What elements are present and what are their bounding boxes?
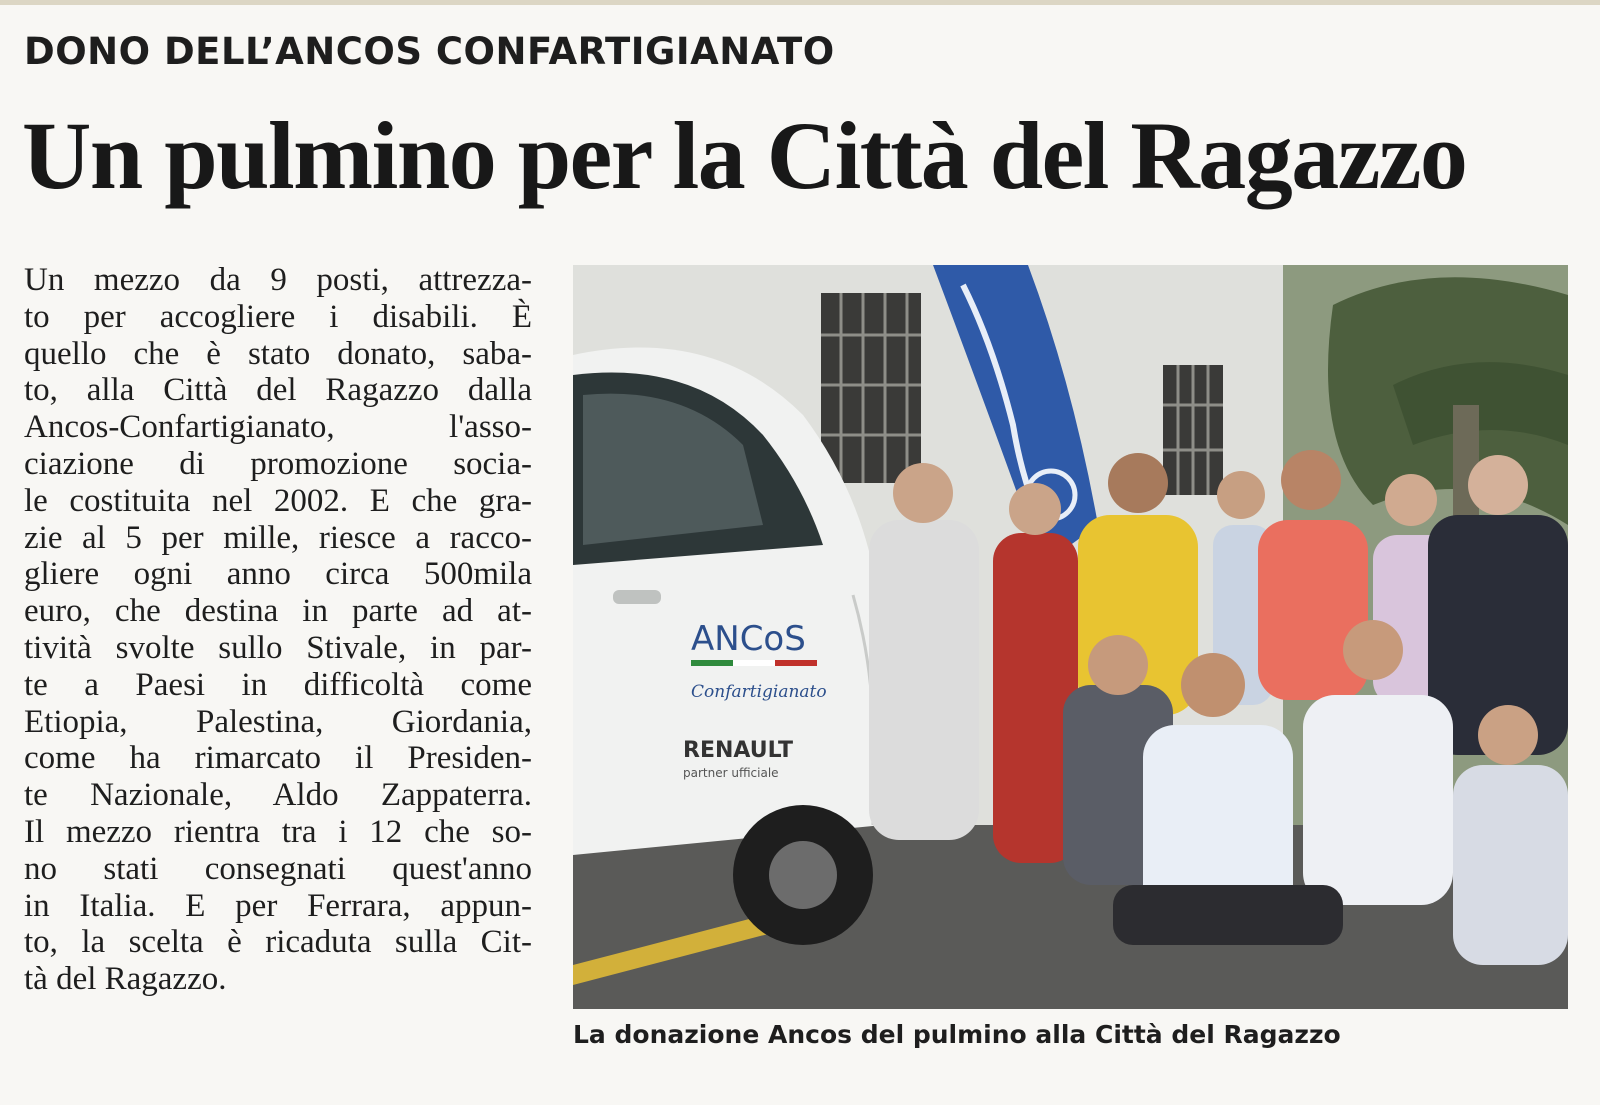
article-body	[24, 262, 532, 998]
body-line: in Italia. E per Ferrara, appun-	[24, 887, 532, 924]
body-line: Il mezzo rientra tra i 12 che so-	[24, 813, 532, 850]
body-line: euro, che destina in parte ad at-	[24, 593, 532, 630]
van-logo-script: Confartigianato	[691, 682, 827, 702]
body-line: no stati consegnati quest'anno	[24, 850, 532, 887]
body-line: le costituita nel 2002. E che gra-	[24, 482, 532, 519]
body-line: tività svolte sullo Stivale, in par-	[24, 629, 532, 666]
window-left	[821, 293, 921, 483]
top-rule	[0, 0, 1600, 5]
window-right	[1163, 365, 1223, 495]
body-line: to per accogliere i disabili. È	[24, 298, 532, 335]
van-logo-text: ANCoS	[691, 619, 806, 659]
body-line: to, alla Città del Ragazzo dalla	[24, 372, 532, 409]
body-line: ciazione di promozione socia-	[24, 445, 532, 482]
body-line: Etiopia, Palestina, Giordania,	[24, 703, 532, 740]
article-headline: Un pulmino per la Città del Ragazzo	[22, 102, 1467, 209]
body-line: to, la scelta è ricaduta sulla Cit-	[24, 924, 532, 961]
van-brand-sub: partner ufficiale	[683, 766, 779, 780]
body-line: come ha rimarcato il Presiden-	[24, 740, 532, 777]
article-photo	[573, 265, 1568, 1009]
body-line: gliere ogni anno circa 500mila	[24, 556, 532, 593]
photo-illustration	[573, 265, 1568, 1009]
body-line: te a Paesi in difficoltà come	[24, 666, 532, 703]
body-line: Ancos-Confartigianato, l'asso-	[24, 409, 532, 446]
body-line: tà del Ragazzo.	[24, 961, 227, 998]
body-line: te Nazionale, Aldo Zappaterra.	[24, 777, 532, 814]
body-line: zie al 5 per mille, riesce a racco-	[24, 519, 532, 556]
article-kicker: DONO DELL’ANCOS CONFARTIGIANATO	[24, 30, 835, 73]
photo-caption: La donazione Ancos del pulmino alla Città del Ragazzo	[573, 1020, 1341, 1049]
van-brand: RENAULT	[683, 738, 793, 763]
body-line: quello che è stato donato, saba-	[24, 335, 532, 372]
body-line: Un mezzo da 9 posti, attrezza-	[24, 262, 532, 298]
